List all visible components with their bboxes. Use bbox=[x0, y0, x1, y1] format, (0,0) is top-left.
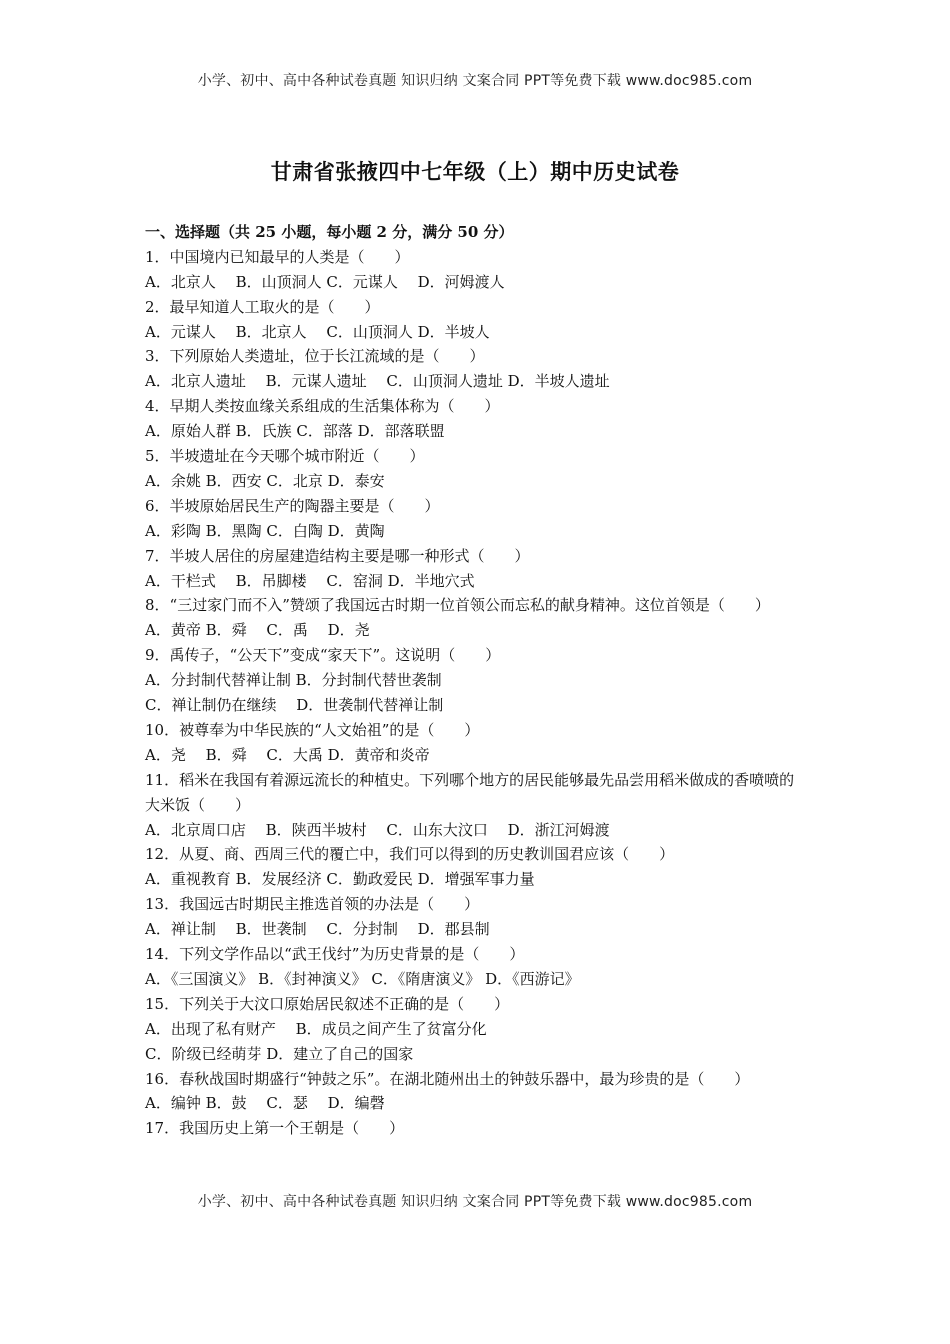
question-6 bbox=[145, 494, 809, 544]
question-stem: 8．“三过家门而不入”赞颂了我国远古时期一位首领公而忘私的献身精神。这位首领是（ ） bbox=[145, 596, 770, 615]
question-options: A．重视教育 B．发展经济 C．勤政爱民 D．增强军事力量 bbox=[145, 870, 535, 889]
section-heading: 一、选择题（共 25 小题，每小题 2 分，满分 50 分） bbox=[145, 223, 514, 241]
question-17 bbox=[145, 1116, 809, 1141]
question-4 bbox=[145, 394, 809, 444]
document-title: 甘肃省张掖四中七年级（上）期中历史试卷 bbox=[270, 159, 680, 184]
question-stem: 1．中国境内已知最早的人类是（ ） bbox=[145, 247, 410, 266]
question-options: A．尧 B．舜 C．大禹 D．黄帝和炎帝 bbox=[145, 745, 430, 764]
question-stem: 17．我国历史上第一个王朝是（ ） bbox=[145, 1119, 405, 1138]
question-stem: 16．春秋战国时期盛行“钟鼓之乐”。在湖北随州出土的钟鼓乐器中，最为珍贵的是（ ） bbox=[145, 1069, 750, 1088]
question-options: A．编钟 B．鼓 C．瑟 D．编磬 bbox=[145, 1094, 385, 1113]
question-stem: 5．半坡遗址在今天哪个城市附近（ ） bbox=[145, 447, 425, 466]
question-options: A．干栏式 B．吊脚楼 C．窑洞 D．半地穴式 bbox=[145, 571, 475, 590]
question-stem: 6．半坡原始居民生产的陶器主要是（ ） bbox=[145, 496, 440, 515]
question-stem: 10．被尊奉为中华民族的“人文始祖”的是（ ） bbox=[145, 720, 480, 739]
question-stem: 13．我国远古时期民主推选首领的办法是（ ） bbox=[145, 895, 480, 914]
exam-content bbox=[145, 220, 809, 1141]
question-options: A．北京人遗址 B．元谋人遗址 C．山顶洞人遗址 D．半坡人遗址 bbox=[145, 372, 610, 391]
question-options: A．禅让制 B．世袭制 C．分封制 D．郡县制 bbox=[145, 920, 490, 939]
question-12 bbox=[145, 842, 809, 892]
question-options: A．原始人群 B．氏族 C．部落 D．部落联盟 bbox=[145, 422, 445, 441]
question-16 bbox=[145, 1067, 809, 1117]
question-14 bbox=[145, 942, 809, 992]
question-options: A．北京人 B．山顶洞人 C．元谋人 D．河姆渡人 bbox=[145, 272, 505, 291]
page-footer-banner: 小学、初中、高中各种试卷真题 知识归纳 文案合同 PPT等免费下载 www.doc985.com bbox=[197, 1194, 753, 1210]
question-stem: 9．禹传子，“公天下”变成“家天下”。这说明（ ） bbox=[145, 646, 501, 665]
question-13 bbox=[145, 892, 809, 942]
question-9 bbox=[145, 643, 809, 718]
question-options: C．禅让制仍在继续 D．世袭制代替禅让制 bbox=[145, 696, 444, 715]
question-options: A．分封制代替禅让制 B．分封制代替世袭制 bbox=[145, 671, 442, 690]
question-options: A．北京周口店 B．陕西半坡村 C．山东大汶口 D．浙江河姆渡 bbox=[145, 820, 610, 839]
page-header-banner: 小学、初中、高中各种试卷真题 知识归纳 文案合同 PPT等免费下载 www.doc985.com bbox=[197, 73, 753, 89]
question-options: C．阶级已经萌芽 D．建立了自己的国家 bbox=[145, 1044, 414, 1063]
question-2 bbox=[145, 295, 809, 345]
question-stem: 3．下列原始人类遗址，位于长江流域的是（ ） bbox=[145, 347, 485, 366]
question-options: A．出现了私有财产 B．成员之间产生了贫富分化 bbox=[145, 1019, 487, 1038]
question-options: A．元谋人 B．北京人 C．山顶洞人 D．半坡人 bbox=[145, 322, 490, 341]
question-options: A．黄帝 B．舜 C．禹 D．尧 bbox=[145, 621, 370, 640]
question-options: A．《三国演义》 B．《封神演义》 C．《隋唐演义》 D．《西游记》 bbox=[145, 969, 580, 988]
question-options: A．余姚 B．西安 C．北京 D．泰安 bbox=[145, 471, 385, 490]
question-options: A．彩陶 B．黑陶 C．白陶 D．黄陶 bbox=[145, 521, 385, 540]
question-11 bbox=[145, 768, 809, 843]
question-stem: 11．稻米在我国有着源远流长的种植史。下列哪个地方的居民能够最先品尝用稻米做成的香喷喷的大米饭（ ） bbox=[145, 770, 795, 814]
question-8 bbox=[145, 593, 809, 643]
question-stem: 15．下列关于大汶口原始居民叙述不正确的是（ ） bbox=[145, 994, 510, 1013]
question-15 bbox=[145, 992, 809, 1067]
question-stem: 4．早期人类按血缘关系组成的生活集体称为（ ） bbox=[145, 397, 500, 416]
question-5 bbox=[145, 444, 809, 494]
question-stem: 7．半坡人居住的房屋建造结构主要是哪一种形式（ ） bbox=[145, 546, 530, 565]
question-3 bbox=[145, 344, 809, 394]
question-stem: 14．下列文学作品以“武王伐纣”为历史背景的是（ ） bbox=[145, 945, 525, 964]
question-1 bbox=[145, 245, 809, 295]
question-stem: 2．最早知道人工取火的是（ ） bbox=[145, 297, 380, 316]
question-10 bbox=[145, 718, 809, 768]
question-list bbox=[145, 245, 809, 1141]
question-stem: 12．从夏、商、西周三代的覆亡中，我们可以得到的历史教训国君应该（ ） bbox=[145, 845, 675, 864]
question-7 bbox=[145, 544, 809, 594]
